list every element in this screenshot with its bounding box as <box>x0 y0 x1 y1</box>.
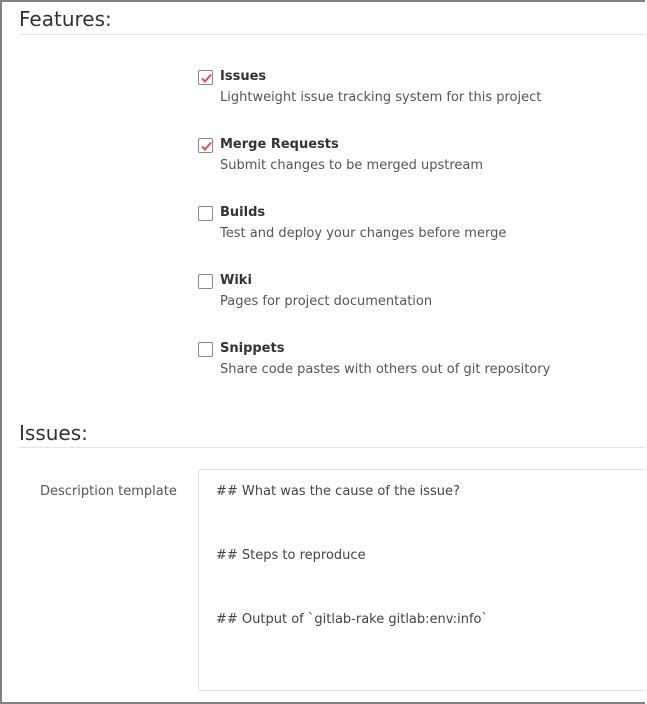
template-line: ## What was the cause of the issue? <box>216 484 460 499</box>
builds-description: Test and deploy your changes before merge <box>220 226 507 241</box>
merge-requests-checkbox[interactable] <box>198 138 213 153</box>
snippets-label[interactable]: Snippets <box>220 341 285 356</box>
wiki-description: Pages for project documentation <box>220 294 433 309</box>
issues-label[interactable]: Issues <box>220 69 267 84</box>
check-icon <box>200 140 213 153</box>
description-template-label: Description template <box>40 484 177 499</box>
features-divider <box>19 34 645 35</box>
builds-checkbox[interactable] <box>198 206 213 221</box>
description-template-textarea[interactable] <box>198 469 645 691</box>
check-icon <box>200 72 213 85</box>
merge-requests-description: Submit changes to be merged upstream <box>220 158 484 173</box>
snippets-description: Share code pastes with others out of git repository <box>220 362 551 377</box>
features-heading: Features: <box>19 7 112 31</box>
template-line: ## Output of `gitlab-rake gitlab:env:info` <box>216 612 489 627</box>
issues-heading: Issues: <box>19 421 88 445</box>
merge-requests-label[interactable]: Merge Requests <box>220 137 339 152</box>
issues-checkbox[interactable] <box>198 70 213 85</box>
snippets-checkbox[interactable] <box>198 342 213 357</box>
issues-divider <box>19 447 645 448</box>
issues-description: Lightweight issue tracking system for this project <box>220 90 542 105</box>
builds-label[interactable]: Builds <box>220 205 266 220</box>
template-line: ## Steps to reproduce <box>216 548 366 563</box>
wiki-label[interactable]: Wiki <box>220 273 252 288</box>
wiki-checkbox[interactable] <box>198 274 213 289</box>
